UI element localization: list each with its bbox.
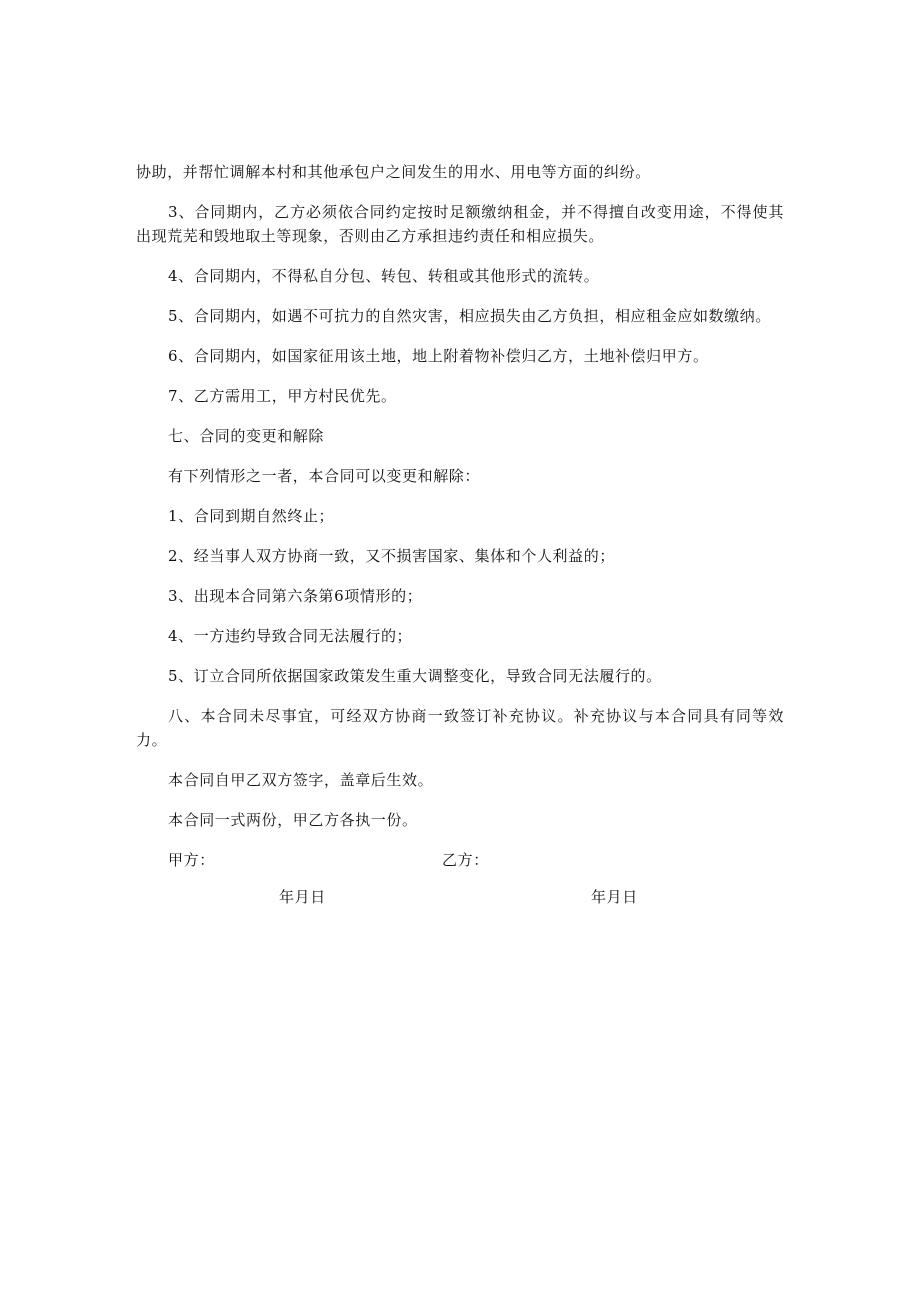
termination-item-4: 4、一方违约导致合同无法履行的； [168,627,413,645]
termination-item-1: 1、合同到期自然终止； [168,507,335,525]
party-a-date: 年月日 [279,888,326,906]
termination-item-2: 2、经当事人双方协商一致，又不损害国家、集体和个人利益的； [168,547,615,565]
copies-clause: 本合同一式两份，甲乙方各执一份。 [168,811,418,829]
termination-item-3: 3、出现本合同第六条第6项情形的； [168,587,423,605]
paragraph-continuation: 协助，并帮忙调解本村和其他承包户之间发生的用水、用电等方面的纠纷。 [136,163,651,181]
clause-3: 3、合同期内，乙方必须依合同约定按时足额缴纳租金，并不得擅自改变用途，不得使其出现荒芜和毁地取土等现象，否则由乙方承担违约责任和相应损失。 [136,203,784,245]
party-b-label: 乙方： [442,851,489,869]
party-b-date: 年月日 [591,888,638,906]
clause-6: 6、合同期内，如国家征用该土地，地上附着物补偿归乙方，土地补偿归甲方。 [168,347,709,365]
clause-4: 4、合同期内，不得私自分包、转包、转租或其他形式的流转。 [168,267,600,285]
termination-intro: 有下列情形之一者，本合同可以变更和解除： [168,467,481,485]
contract-body [136,160,784,909]
date-row [136,885,784,909]
signature-row [136,848,784,872]
section-8: 八、本合同未尽事宜，可经双方协商一致签订补充协议。补充协议与本合同具有同等效力。 [136,707,784,749]
clause-5: 5、合同期内，如遇不可抗力的自然灾害，相应损失由乙方负担，相应租金应如数缴纳。 [168,307,771,325]
effective-clause: 本合同自甲乙双方签字，盖章后生效。 [168,771,434,789]
party-a-label: 甲方： [168,851,215,869]
clause-7: 7、乙方需用工，甲方村民优先。 [168,387,397,405]
termination-item-5: 5、订立合同所依据国家政策发生重大调整变化，导致合同无法履行的。 [168,667,662,685]
section-heading-7: 七、合同的变更和解除 [168,427,325,445]
